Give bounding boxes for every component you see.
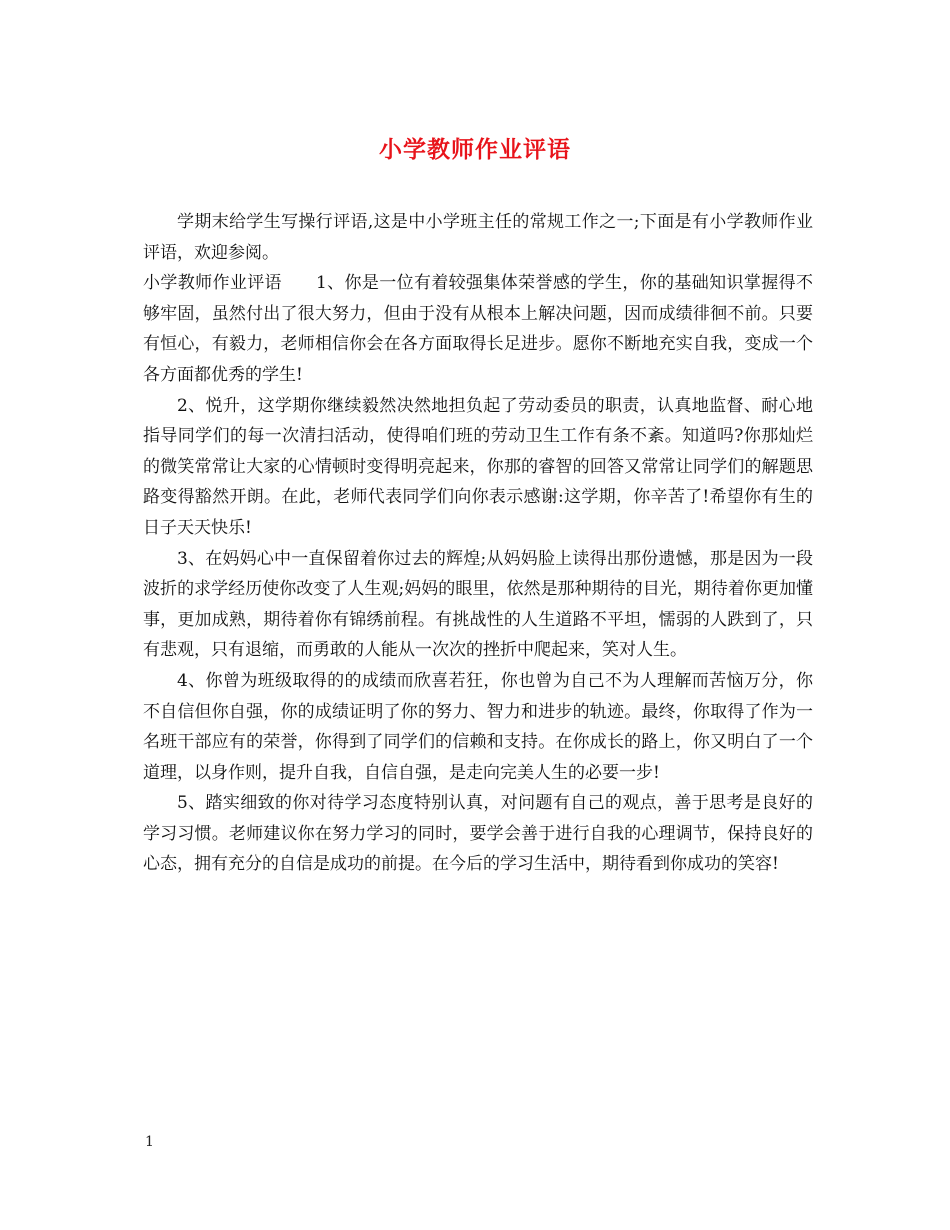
document-title: 小学教师作业评语: [379, 136, 571, 163]
section-paragraph-1: [143, 268, 813, 390]
comment-3: 3、在妈妈心中一直保留着你过去的辉煌;从妈妈脸上读得出那份遗憾，那是因为一段波折的求学经历使你改变了人生观;妈妈的眼里，依然是那种期待的目光，期待着你更加懂事，更加成熟，期待着你有锦绣前程。有挑战性的人生道路不平坦，懦弱的人跌到了，只有悲观，只有退缩，而勇敢的人能从一次次的挫折中爬起来，笑对人生。: [143, 548, 813, 661]
comment-5: 5、踏实细致的你对待学习态度特别认真，对问题有自己的观点，善于思考是良好的学习习惯。老师建议你在努力学习的同时，要学会善于进行自我的心理调节，保持良好的心态，拥有充分的自信是成功的前提。在今后的学习生活中，期待看到你成功的笑容!: [143, 793, 813, 875]
intro-paragraph: 学期末给学生写操行评语,这是中小学班主任的常规工作之一;下面是有小学教师作业评语，欢迎参阅。: [143, 212, 813, 263]
page-number: 1: [145, 1134, 154, 1150]
comment-2: 2、悦升，这学期你继续毅然决然地担负起了劳动委员的职责，认真地监督、耐心地指导同学们的每一次清扫活动，使得咱们班的劳动卫生工作有条不紊。知道吗?你那灿烂的微笑常常让大家的心情顿时变得明亮起来，你那的睿智的回答又常常让同学们的解题思路变得豁然开朗。在此，老师代表同学们向你表示感谢:这学期，你辛苦了!希望你有生的日子天天快乐!: [143, 395, 813, 538]
document-body: [143, 207, 813, 880]
section-label: 小学教师作业评语: [143, 273, 282, 294]
comment-1: 1、你是一位有着较强集体荣誉感的学生，你的基础知识掌握得不够牢固，虽然付出了很大努力，但由于没有从根本上解决问题，因而成绩徘徊不前。只要有恒心，有毅力，老师相信你会在各方面取得长足进步。愿你不断地充实自我，变成一个各方面都优秀的学生!: [143, 273, 813, 385]
comment-4: 4、你曾为班级取得的的成绩而欣喜若狂，你也曾为自己不为人理解而苦恼万分，你不自信但你自强，你的成绩证明了你的努力、智力和进步的轨迹。最终，你取得了作为一名班干部应有的荣誉，你得到了同学们的信赖和支持。在你成长的路上，你又明白了一个道理，以身作则，提升自我，自信自强，是走向完美人生的必要一步!: [143, 670, 813, 783]
